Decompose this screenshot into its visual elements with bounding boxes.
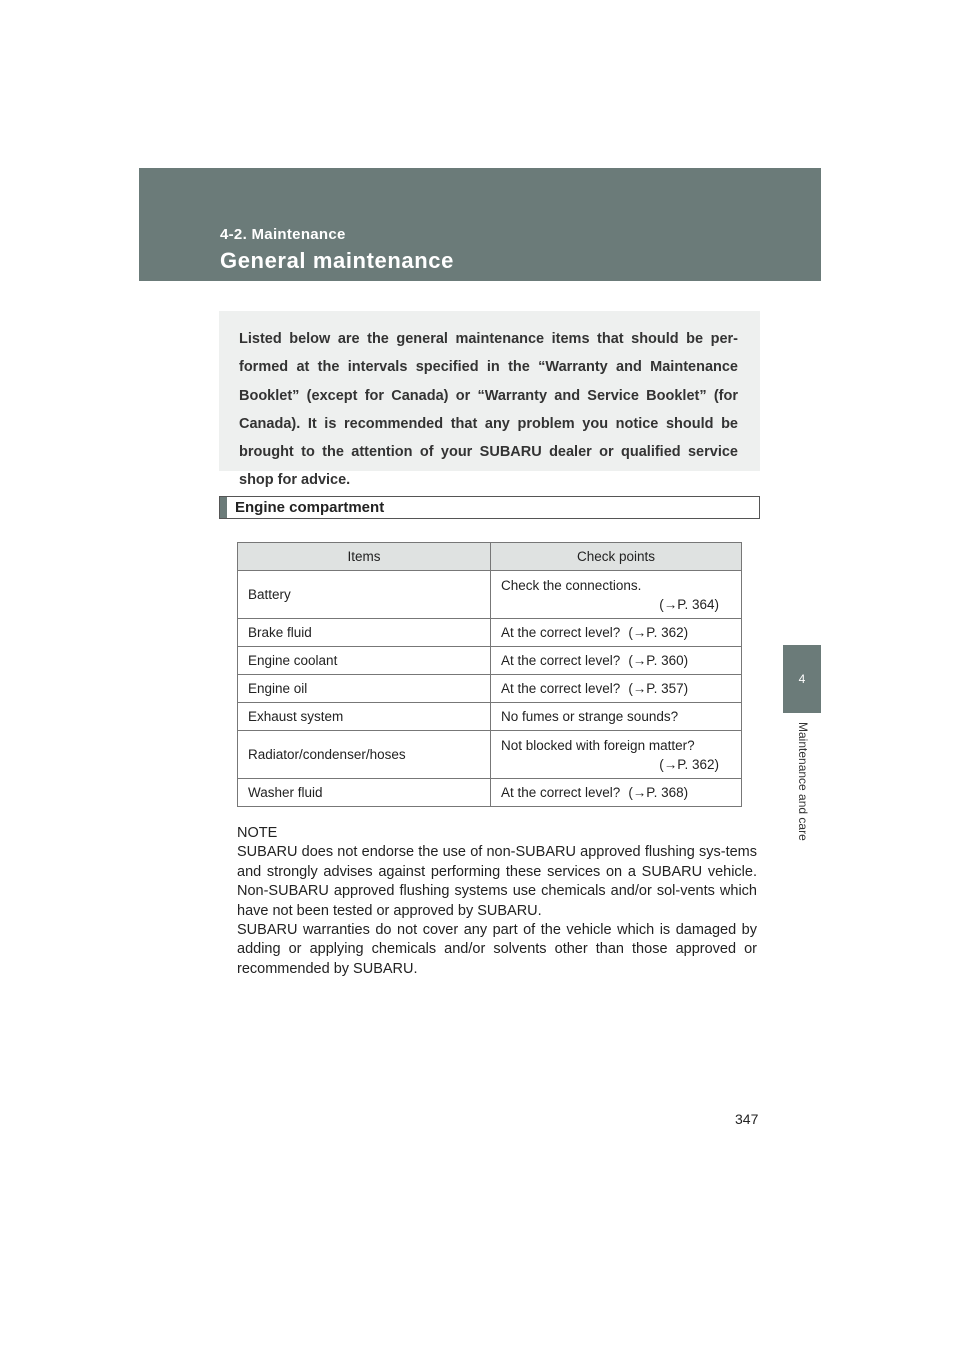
item-cell: Washer fluid (238, 779, 491, 807)
check-text: At the correct level? (501, 785, 621, 800)
page-reference: (→P. 364) (659, 596, 719, 612)
note-block (237, 824, 757, 979)
check-cell (491, 675, 742, 703)
note-paragraph: SUBARU warranties do not cover any part of the vehicle which is damaged by adding or applying chemicals and/or solvents other than those approved or recommended by SUBARU. (237, 922, 757, 977)
item-cell: Engine coolant (238, 647, 491, 675)
table-row (238, 647, 742, 675)
check-cell (491, 779, 742, 807)
check-cell (491, 647, 742, 675)
note-title: NOTE (237, 825, 278, 841)
check-text: No fumes or strange sounds? (501, 709, 679, 724)
section-label: 4-2. Maintenance (220, 226, 346, 243)
page-reference: (→P. 368) (628, 785, 689, 800)
chapter-tab: 4 (783, 645, 821, 713)
table-row (238, 731, 742, 779)
item-cell: Exhaust system (238, 703, 491, 731)
page-reference: (→P. 362) (659, 756, 719, 772)
note-paragraph: SUBARU does not endorse the use of non-SUBARU approved flushing sys-tems and strongly advises against performing these services on a SUBARU vehicle. Non-SUBARU approved flushing systems use chemicals and/or sol-vents which have not been tested or approved by SUBARU. (237, 844, 757, 919)
check-cell (491, 731, 742, 779)
intro-text: Listed below are the general maintenance items that should be per-formed at the intervals specified in the “Warranty and Maintenance Booklet” (except for Canada) or “Warranty and Service Booklet” (for Canada). It is recommended that any problem you notice should be brought to the attention of your SUBARU dealer or qualified service shop for advice. (239, 331, 738, 489)
column-header-items: Items (238, 543, 491, 571)
item-cell: Battery (238, 571, 491, 619)
page-reference: (→P. 357) (628, 681, 689, 696)
page-number: 347 (735, 1111, 759, 1127)
page-title: General maintenance (220, 248, 454, 273)
chapter-label: Maintenance and care (796, 722, 810, 841)
maintenance-table (237, 542, 742, 807)
table-row (238, 779, 742, 807)
item-cell: Brake fluid (238, 619, 491, 647)
check-text: At the correct level? (501, 625, 621, 640)
check-text: At the correct level? (501, 653, 621, 668)
check-cell (491, 619, 742, 647)
table-row (238, 675, 742, 703)
table-row (238, 571, 742, 619)
check-text: Not blocked with foreign matter? (501, 737, 695, 753)
check-text: Check the connections. (501, 577, 642, 593)
section-heading-text: Engine compartment (235, 499, 385, 516)
intro-box (219, 311, 760, 489)
table-row (238, 703, 742, 731)
section-heading-bar (220, 497, 227, 518)
check-text: At the correct level? (501, 681, 621, 696)
check-cell (491, 571, 742, 619)
check-cell (491, 703, 742, 731)
item-cell: Engine oil (238, 675, 491, 703)
page-reference: (→P. 360) (628, 653, 689, 668)
section-heading (219, 496, 760, 519)
item-cell: Radiator/condenser/hoses (238, 731, 491, 779)
column-header-check-points: Check points (491, 543, 742, 571)
table-row (238, 619, 742, 647)
page-reference: (→P. 362) (628, 625, 689, 640)
